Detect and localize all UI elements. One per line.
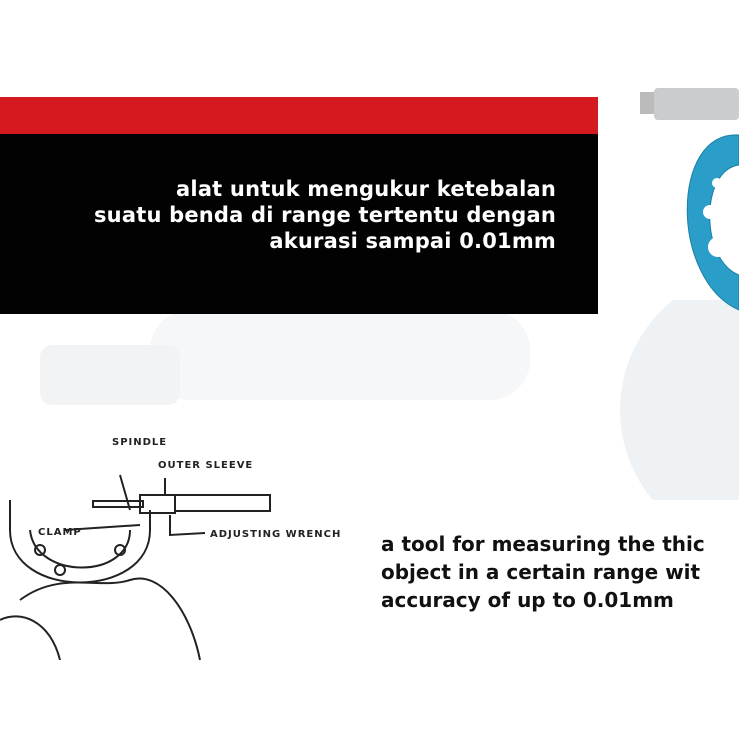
text-line: accuracy of up to 0.01mm	[381, 588, 674, 612]
faded-micrometer-background	[20, 310, 540, 420]
text-line: a tool for measuring the thic	[381, 532, 705, 556]
micrometer-diagram	[0, 470, 370, 660]
indonesian-description	[94, 176, 556, 254]
text-line: suatu benda di range tertentu dengan	[93, 203, 556, 227]
label-spindle: SPINDLE	[112, 437, 168, 448]
text-line: alat untuk mengukur ketebalan	[176, 177, 556, 201]
blue-micrometer-photo	[610, 80, 739, 330]
label-clamp: CLAMP	[38, 527, 82, 538]
text-line: object in a certain range wit	[381, 560, 701, 584]
faded-dial-background	[600, 300, 739, 500]
red-banner-stripe	[0, 97, 598, 134]
label-adjusting-wrench: ADJUSTING WRENCH	[210, 529, 342, 540]
label-outer-sleeve: OUTER SLEEVE	[158, 460, 254, 471]
english-description	[381, 530, 705, 614]
text-line: akurasi sampai 0.01mm	[269, 229, 556, 253]
